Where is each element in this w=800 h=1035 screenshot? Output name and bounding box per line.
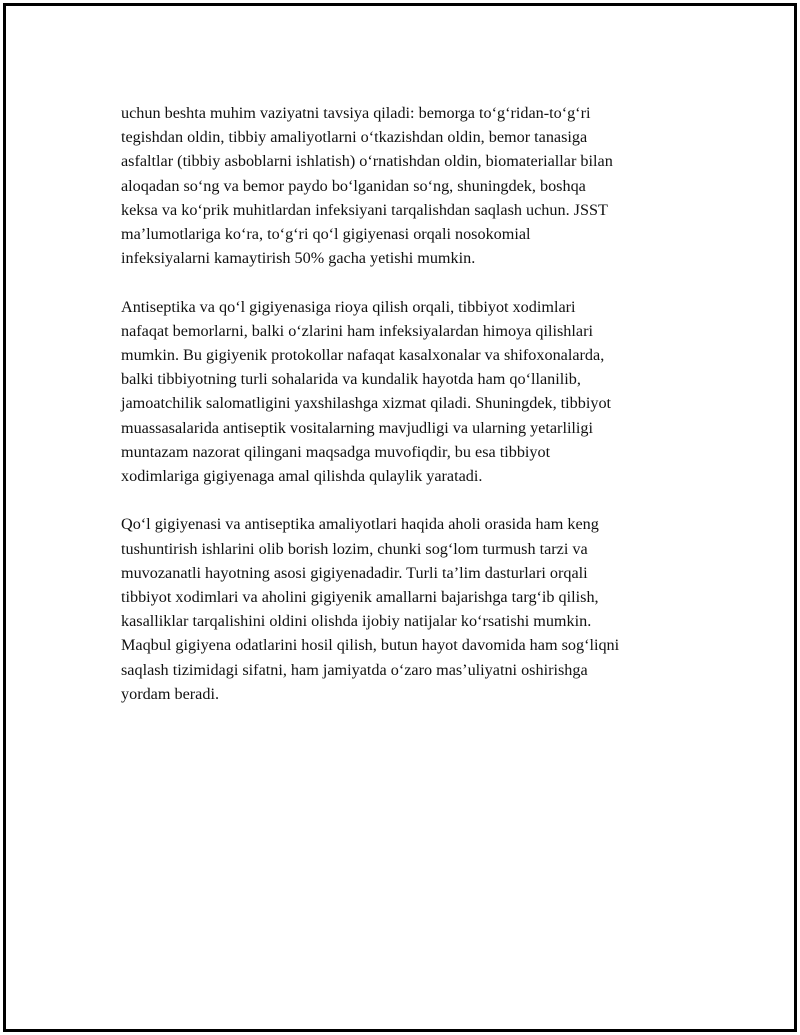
text-line: ma’lumotlariga ko‘ra, to‘g‘ri qo‘l gigiyenasi orqali nosokomial [121, 225, 531, 244]
text-line: infeksiyalarni kamaytirish 50% gacha yetishi mumkin. [121, 249, 476, 268]
text-line: Maqbul gigiyena odatlarini hosil qilish, butun hayot davomida ham sog‘liqni [121, 636, 620, 655]
text-line: muvozanatli hayotning asosi gigiyenadadir. Turli ta’lim dasturlari orqali [121, 563, 588, 582]
text-line: muntazam nazorat qilingani maqsadga muvofiqdir, bu esa tibbiyot [121, 442, 551, 461]
text-line: tushuntirish ishlarini olib borish lozim, chunki sog‘lom turmush tarzi va [121, 539, 588, 558]
text-line: Antiseptika va qo‘l gigiyenasiga rioya qilish orqali, tibbiyot xodimlari [121, 297, 576, 316]
text-line: Qo‘l gigiyenasi va antiseptika amaliyotlari haqida aholi orasida ham keng [121, 515, 599, 534]
text-line: kasalliklar tarqalishini oldini olishda ijobiy natijalar ko‘rsatishi mumkin. [121, 612, 592, 631]
paragraph-3 [121, 512, 696, 706]
text-line: jamoatchilik salomatligini yaxshilashga xizmat qiladi. Shuningdek, tibbiyot [121, 394, 612, 413]
text-line: yordam beradi. [121, 684, 219, 703]
page-frame [3, 3, 797, 1032]
text-line: asfaltlar (tibbiy asboblarni ishlatish) o‘rnatishdan oldin, biomateriallar bilan [121, 152, 613, 171]
text-line: saqlash tizimidagi sifatni, ham jamiyatda o‘zaro mas’uliyatni oshirishga [121, 660, 588, 679]
text-line: tibbiyot xodimlari va aholini gigiyenik amallarni bajarishga targ‘ib qilish, [121, 588, 599, 607]
text-line: keksa va ko‘prik muhitlardan infeksiyani tarqalishdan saqlash uchun. JSST [121, 200, 608, 219]
paragraph-1 [121, 101, 696, 270]
text-line: aloqadan so‘ng va bemor paydo bo‘lganidan so‘ng, shuningdek, boshqa [121, 176, 586, 195]
text-line: balki tibbiyotning turli sohalarida va kundalik hayotda ham qo‘llanilib, [121, 370, 581, 389]
text-line: nafaqat bemorlarni, balki o‘zlarini ham infeksiyalardan himoya qilishlari [121, 321, 593, 340]
text-line: mumkin. Bu gigiyenik protokollar nafaqat kasalxonalar va shifoxonalarda, [121, 346, 605, 365]
text-line: xodimlariga gigiyenaga amal qilishda qulaylik yaratadi. [121, 467, 483, 486]
text-line: tegishdan oldin, tibbiy amaliyotlarni o‘tkazishdan oldin, bemor tanasiga [121, 128, 588, 147]
text-line: uchun beshta muhim vaziyatni tavsiya qiladi: bemorga to‘g‘ridan-to‘g‘ri [121, 104, 591, 122]
text-line: muassasalarida antiseptik vositalarning mavjudligi va ularning yetarliligi [121, 418, 594, 437]
paragraph-2 [121, 295, 696, 489]
page-body-text [121, 101, 696, 730]
